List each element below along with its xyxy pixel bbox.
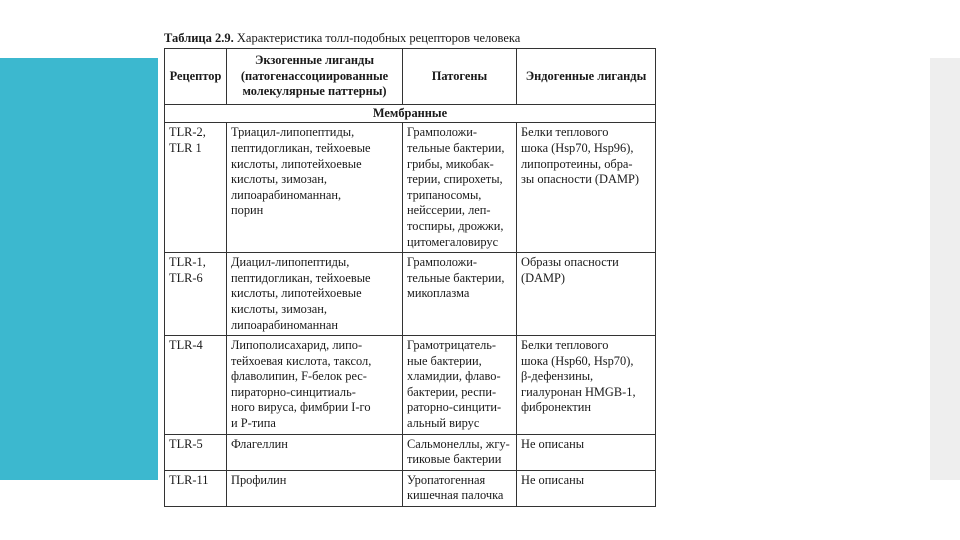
cell-line: Эндогенные лиганды: [525, 68, 647, 83]
cell-line: гиалуронан HMGB-1,: [521, 384, 636, 399]
table-row: [165, 253, 656, 336]
header-endogenous-ligands: [517, 49, 656, 105]
cell-line: (DAMP): [521, 270, 566, 285]
cell-line: трипаносомы,: [407, 187, 482, 202]
cell-line: липоарабиноманнан: [231, 317, 339, 332]
cell-line: пептидогликан, тейхоевые: [231, 140, 371, 155]
cell-line: Образы опасности: [521, 255, 619, 270]
pathogens-cell: [403, 434, 517, 470]
endogenous-ligands-cell: [517, 253, 656, 336]
document-page: [164, 30, 656, 527]
cell-line: Грамположи-: [407, 255, 477, 270]
cell-line: кислоты, липотейхоевые: [231, 286, 362, 301]
cell-line: Белки теплового: [521, 338, 609, 353]
accent-panel-left: [0, 58, 158, 480]
cell-line: Уропатогенная: [407, 472, 486, 487]
cell-line: Сальмонеллы, жгу-: [407, 436, 510, 451]
cell-line: Рецептор: [169, 68, 222, 83]
cell-line: альный вирус: [407, 416, 480, 431]
cell-line: TLR-4: [169, 338, 203, 353]
cell-line: TLR 1: [169, 140, 202, 155]
caption-text: Характеристика толл-подобных рецепторов человека: [236, 31, 521, 45]
cell-line: ные бактерии,: [407, 353, 482, 368]
cell-line: раторно-синцити-: [407, 400, 502, 415]
cell-line: TLR-11: [169, 472, 209, 487]
pathogens-cell: [403, 253, 517, 336]
cell-line: Не описаны: [521, 472, 585, 487]
endogenous-ligands-cell: [517, 336, 656, 435]
cell-line: Грамотрицатель-: [407, 338, 497, 353]
cell-line: молекулярные паттерны): [242, 84, 387, 99]
table-row: [165, 336, 656, 435]
cell-line: нейссерии, леп-: [407, 203, 491, 218]
accent-panel-right: [930, 58, 960, 480]
cell-line: TLR-6: [169, 270, 203, 285]
cell-line: β-дефензины,: [521, 369, 594, 384]
cell-line: кишечная палочка: [407, 488, 504, 503]
cell-line: TLR-5: [169, 436, 203, 451]
endogenous-ligands-cell: [517, 123, 656, 253]
cell-line: терии, спирохеты,: [407, 172, 503, 187]
cell-line: (патогенассоциированные: [240, 68, 389, 83]
table-row: [165, 470, 656, 506]
receptor-cell: [165, 123, 227, 253]
cell-line: тельные бактерии,: [407, 140, 505, 155]
cell-line: кислоты, зимозан,: [231, 301, 327, 316]
cell-line: тоспиры, дрожжи,: [407, 218, 504, 233]
cell-line: кислоты, липотейхоевые: [231, 156, 362, 171]
cell-line: грибы, микобак-: [407, 156, 494, 171]
cell-line: Белки теплового: [521, 125, 609, 140]
header-exogenous-ligands: [227, 49, 403, 105]
cell-line: Флагеллин: [231, 436, 288, 451]
exogenous-ligands-cell: [227, 123, 403, 253]
cell-line: пептидогликан, тейхоевые: [231, 270, 371, 285]
pathogens-cell: [403, 336, 517, 435]
cell-line: бактерии, респи-: [407, 384, 497, 399]
cell-line: TLR-1,: [169, 255, 206, 270]
receptor-cell: [165, 434, 227, 470]
cell-line: липоарабиноманнан,: [231, 187, 342, 202]
section-row: [165, 104, 656, 123]
cell-line: тиковые бактерии: [407, 452, 502, 467]
cell-line: и P-типа: [231, 416, 276, 431]
cell-line: тельные бактерии,: [407, 270, 505, 285]
cell-line: хламидии, флаво-: [407, 369, 501, 384]
pathogens-cell: [403, 123, 517, 253]
header-receptor: [165, 49, 227, 105]
exogenous-ligands-cell: [227, 336, 403, 435]
table-row: [165, 434, 656, 470]
cell-line: Липополисахарид, липо-: [231, 338, 363, 353]
cell-line: порин: [231, 203, 264, 218]
receptor-cell: [165, 336, 227, 435]
cell-line: Триацил-липопептиды,: [231, 125, 355, 140]
cell-line: ного вируса, фимбрии I-го: [231, 400, 371, 415]
endogenous-ligands-cell: [517, 434, 656, 470]
cell-line: липопротеины, обра-: [521, 156, 633, 171]
cell-line: Патогены: [431, 68, 488, 83]
header-pathogens: [403, 49, 517, 105]
cell-line: фибронектин: [521, 400, 592, 415]
endogenous-ligands-cell: [517, 470, 656, 506]
pathogens-cell: [403, 470, 517, 506]
header-row: [165, 49, 656, 105]
cell-line: цитомегаловирус: [407, 234, 499, 249]
cell-line: Экзогенные лиганды: [255, 53, 374, 67]
tlr-table: [164, 48, 656, 507]
cell-line: Диацил-липопептиды,: [231, 255, 350, 270]
table-caption: [164, 30, 656, 48]
cell-line: зы опасности (DAMP): [521, 172, 639, 187]
cell-line: шока (Hsp70, Hsp96),: [521, 140, 634, 155]
cell-line: Грамположи-: [407, 125, 477, 140]
cell-line: флаволипин, F-белок рес-: [231, 369, 367, 384]
cell-line: Профилин: [231, 472, 287, 487]
cell-line: микоплазма: [407, 286, 470, 301]
caption-number: Таблица 2.9.: [164, 31, 234, 45]
receptor-cell: [165, 470, 227, 506]
exogenous-ligands-cell: [227, 253, 403, 336]
cell-line: TLR-2,: [169, 125, 206, 140]
section-label: Мембранные: [165, 104, 656, 123]
exogenous-ligands-cell: [227, 434, 403, 470]
table-body: [165, 104, 656, 506]
receptor-cell: [165, 253, 227, 336]
table-row: [165, 123, 656, 253]
cell-line: Не описаны: [521, 436, 585, 451]
cell-line: пираторно-синцитиаль-: [231, 384, 356, 399]
exogenous-ligands-cell: [227, 470, 403, 506]
cell-line: тейхоевая кислота, таксол,: [231, 353, 372, 368]
cell-line: шока (Hsp60, Hsp70),: [521, 353, 634, 368]
cell-line: кислоты, зимозан,: [231, 172, 327, 187]
